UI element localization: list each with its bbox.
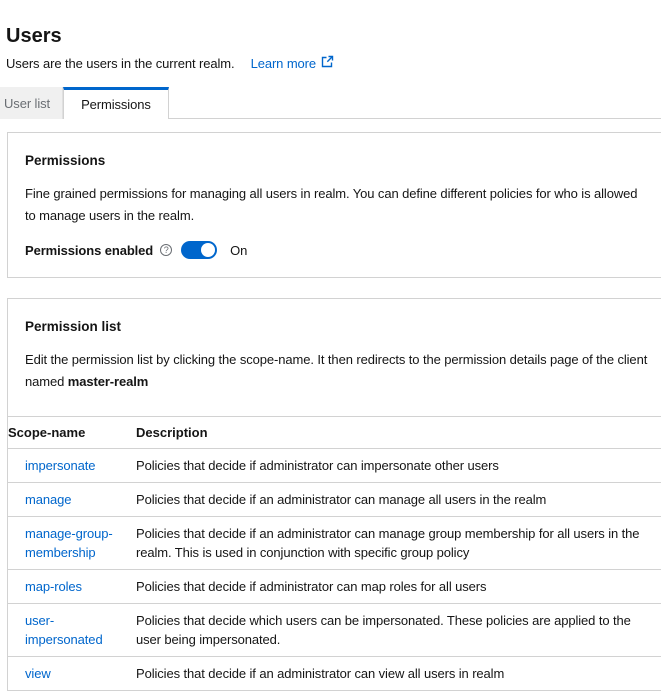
- scope-link-user-impersonated[interactable]: user-impersonated: [25, 613, 103, 647]
- scope-description: Policies that decide which users can be impersonated. These policies are applied to the user being impersonated.: [136, 613, 631, 647]
- help-icon[interactable]: ?: [160, 244, 172, 256]
- toggle-state-label: On: [230, 242, 248, 258]
- table-row: [8, 657, 661, 691]
- scope-link-impersonate[interactable]: impersonate: [25, 458, 96, 473]
- table-row: [8, 570, 661, 604]
- table-row: [8, 483, 661, 517]
- learn-more-label: Learn more: [250, 55, 317, 71]
- scope-description: Policies that decide if an administrator can view all users in realm: [136, 666, 505, 681]
- table-row: [8, 604, 661, 657]
- scope-link-view[interactable]: view: [25, 666, 51, 681]
- table-row: [8, 449, 661, 483]
- tab-bar: [0, 87, 661, 119]
- permissions-card: [7, 132, 661, 278]
- permissions-card-heading: Permissions: [25, 153, 106, 168]
- permission-list-heading: Permission list: [25, 319, 122, 334]
- permission-list-description: [25, 349, 650, 393]
- client-name: master-realm: [67, 374, 149, 389]
- tab-permissions[interactable]: [63, 87, 169, 119]
- tab-bar-filler: [169, 87, 661, 119]
- column-header-scope-name: Scope-name: [8, 425, 86, 440]
- page-title: Users: [6, 25, 62, 47]
- scope-link-map-roles[interactable]: map-roles: [25, 579, 82, 594]
- scope-link-manage-group-membership[interactable]: manage-group-membership: [25, 526, 113, 560]
- column-header-description: Description: [136, 425, 208, 440]
- toggle-knob: [201, 243, 215, 257]
- table-row: [8, 517, 661, 570]
- permissions-enabled-toggle[interactable]: [181, 241, 217, 259]
- scope-description: Policies that decide if an administrator can manage group membership for all users in the realm. This is used in conjunction with specific group policy: [136, 526, 640, 560]
- tab-user-list-label: User list: [4, 95, 51, 111]
- permission-table: [8, 416, 661, 690]
- scope-description: Policies that decide if administrator can impersonate other users: [136, 458, 499, 473]
- tab-permissions-label: Permissions: [81, 97, 151, 112]
- scope-description: Policies that decide if administrator can map roles for all users: [136, 579, 487, 594]
- page-header: [0, 0, 661, 72]
- learn-more-link[interactable]: [251, 55, 334, 72]
- scope-link-manage[interactable]: manage: [25, 492, 72, 507]
- page-subtitle: Users are the users in the current realm.: [6, 55, 235, 71]
- external-link-icon: [321, 55, 334, 72]
- tab-user-list[interactable]: [0, 87, 63, 119]
- permissions-card-description: Fine grained permissions for managing all users in realm. You can define different policies for who is allowed to manage users in the realm.: [25, 186, 638, 223]
- permission-table-header-row: [8, 417, 661, 449]
- permission-list-card: [7, 298, 661, 691]
- permissions-enabled-row: [25, 241, 661, 259]
- page-subtitle-row: [6, 55, 661, 72]
- scope-description: Policies that decide if an administrator can manage all users in the realm: [136, 492, 547, 507]
- permission-list-description-text: Edit the permission list by clicking the scope-name. It then redirects to the permission details page of the client named: [25, 352, 648, 389]
- permissions-enabled-label: Permissions enabled: [25, 242, 154, 258]
